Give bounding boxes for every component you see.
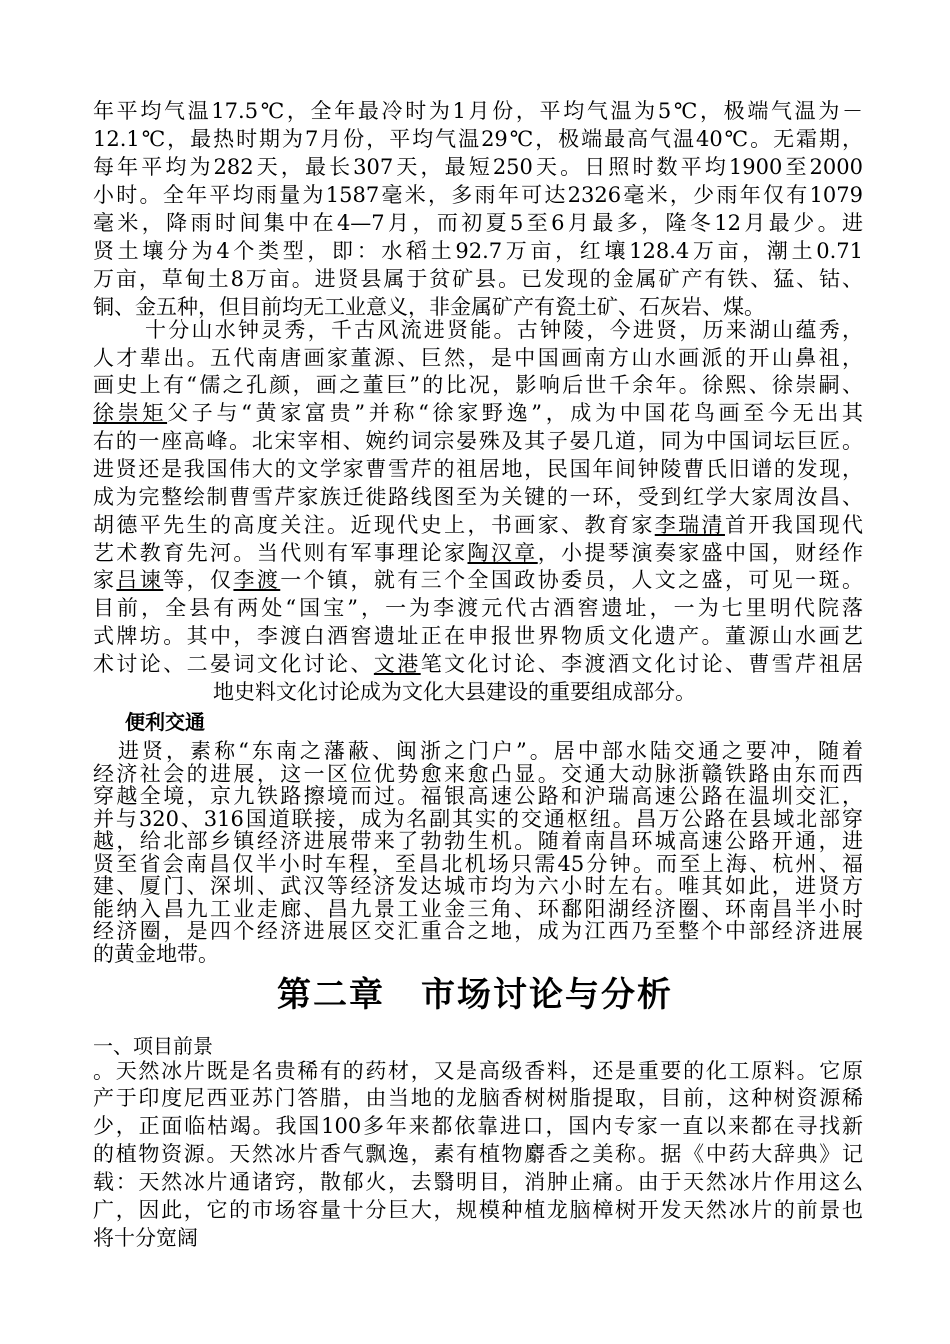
text-line: 12.1℃，最热时期为7月份，平均气温29℃，极端最高气温40℃。无霜期， [93, 127, 863, 151]
text-line: 十分山水钟灵秀，千古风流进贤能。古钟陵，今进贤，历来湖山蕴秀， [145, 318, 863, 342]
text-span: 胡德平先生的高度关注。近现代史上，书画家、教育家 [93, 513, 655, 537]
underlined-name: 徐崇矩 [93, 401, 168, 425]
text-line: 每年平均为282天，最长307天，最短250天。日照时数平均1900至2000 [93, 155, 863, 179]
text-line: 进贤，素称“东南之藩蔽、闽浙之门户”。居中部水陆交通之要冲，随着 [118, 739, 863, 763]
text-span: 家 [93, 568, 117, 592]
text-line [93, 567, 863, 593]
text-line: 人才辈出。五代南唐画家董源、巨然，是中国画南方山水画派的开山鼻祖， [93, 346, 863, 370]
text-line: 将十分宽阔 [93, 1226, 198, 1250]
text-line: 画史上有“儒之孔颜，画之董巨”的比况，影响后世千余年。徐熙、徐崇嗣、 [93, 373, 863, 397]
text-span: 艺术教育先河。当代则有军事理论家 [93, 541, 468, 565]
text-span: ，小提琴演奏家盛中国，财经作 [537, 541, 863, 565]
text-line: 穿越全境，京九铁路擦境而过。福银高速公路和沪瑞高速公路在温圳交汇， [93, 784, 863, 808]
text-line: 建、厦门、深圳、武汉等经济发达城市均为六小时左右。唯其如此，进贤方 [93, 874, 863, 898]
text-line [93, 512, 863, 538]
text-line: 成为完整绘制曹雪芹家族迁徙路线图至为关键的一环，受到红学大家周汝昌、 [93, 485, 863, 509]
text-line: 产于印度尼西亚苏门答腊，由当地的龙脑香树树脂提取，目前，这种树资源稀 [93, 1086, 863, 1110]
text-line: 万亩，草甸土8万亩。进贤县属于贫矿县。已发现的金属矿产有铁、猛、钴、 [93, 267, 863, 291]
section-title: 一、项目前景 [93, 1034, 213, 1058]
text-line: 年平均气温17.5℃，全年最冷时为1月份，平均气温为5℃，极端气温为－ [93, 99, 863, 123]
text-line: 右的一座高峰。北宋宰相、婉约词宗晏殊及其子晏几道，同为中国词坛巨匠。 [93, 429, 863, 453]
text-span: 一个镇，就有三个全国政协委员，人文之盛，可见一斑。 [280, 568, 863, 592]
text-line: 载：天然冰片通诸窍，散郁火，去翳明目，消肿止痛。由于天然冰片作用这么 [93, 1170, 863, 1194]
text-line: 小时。全年平均雨量为1587毫米，多雨年可达2326毫米，少雨年仅有1079 [93, 183, 863, 207]
underlined-name: 陶汉章 [467, 541, 538, 565]
underlined-name: 李渡 [233, 568, 281, 592]
text-span: 笔文化讨论、李渡酒文化讨论、曹雪芹祖居 [420, 652, 863, 676]
section-heading: 便利交通 [125, 710, 205, 734]
text-line: 式牌坊。其中，李渡白酒窖遗址正在申报世界物质文化遗产。董源山水画艺 [93, 624, 863, 648]
text-line: 贤土壤分为4个类型，即：水稻土92.7万亩，红壤128.4万亩，潮土0.71 [93, 239, 863, 263]
text-line: 越，给北部乡镇经济进展带来了勃勃生机。随着南昌环城高速公路开通，进 [93, 829, 863, 853]
text-line: 的黄金地带。 [93, 942, 219, 966]
text-line: 能纳入昌九工业走廊、昌九景工业金三角、环鄱阳湖经济圈、环南昌半小时 [93, 897, 863, 921]
text-line: 地史料文化讨论成为文化大县建设的重要组成部分。 [213, 680, 696, 704]
text-line: 的植物资源。天然冰片香气飘逸，素有植物麝香之美称。据《中药大辞典》记 [93, 1142, 863, 1166]
text-line: 并与320、316国道联接，成为名副其实的交通枢纽。昌万公路在县域北部穿 [93, 807, 863, 831]
text-span: 术讨论、二晏词文化讨论、 [93, 652, 374, 676]
text-line [93, 651, 863, 677]
text-span: 首开我国现代 [724, 513, 863, 537]
text-line: 铜、金五种，但目前均无工业意义，非金属矿产有瓷土矿、石灰岩、煤。 [93, 295, 765, 319]
text-line: 毫米，降雨时间集中在4—7月，而初夏5至6月最多，隆冬12月最少。进 [93, 211, 863, 235]
text-line: 贤至省会南昌仅半小时车程，至昌北机场只需45分钟。而至上海、杭州、福 [93, 852, 863, 876]
text-line: 目前，全县有两处“国宝”，一为李渡元代古酒窖遗址，一为七里明代院落 [93, 596, 863, 620]
text-line: 少，正面临枯竭。我国100多年来都依靠进口，国内专家一直以来都在寻找新 [93, 1114, 863, 1138]
text-span: 父子与“黄家富贵”并称“徐家野逸”，成为中国花鸟画至今无出其 [167, 401, 863, 425]
underlined-name: 李瑞清 [654, 513, 725, 537]
text-line: 。天然冰片既是名贵稀有的药材，又是高级香料，还是重要的化工原料。它原 [93, 1059, 863, 1083]
text-line: 进贤还是我国伟大的文学家曹雪芹的祖居地，民国年间钟陵曹氏旧谱的发现， [93, 457, 863, 481]
chapter-title: 第二章 市场讨论与分析 [277, 975, 673, 1015]
underlined-name: 吕谏 [116, 568, 164, 592]
text-line [93, 540, 863, 566]
text-line: 经济圈，是四个经济进展区交汇重合之地，成为江西乃至整个中部经济进展 [93, 919, 863, 943]
text-line [93, 400, 863, 426]
text-line: 广，因此，它的市场容量十分巨大，规模种植龙脑樟树开发天然冰片的前景也 [93, 1198, 863, 1222]
text-span: 等，仅 [163, 568, 234, 592]
underlined-name: 文港 [373, 652, 421, 676]
text-line: 经济社会的进展，这一区位优势愈来愈凸显。交通大动脉浙赣铁路由东而西 [93, 762, 863, 786]
